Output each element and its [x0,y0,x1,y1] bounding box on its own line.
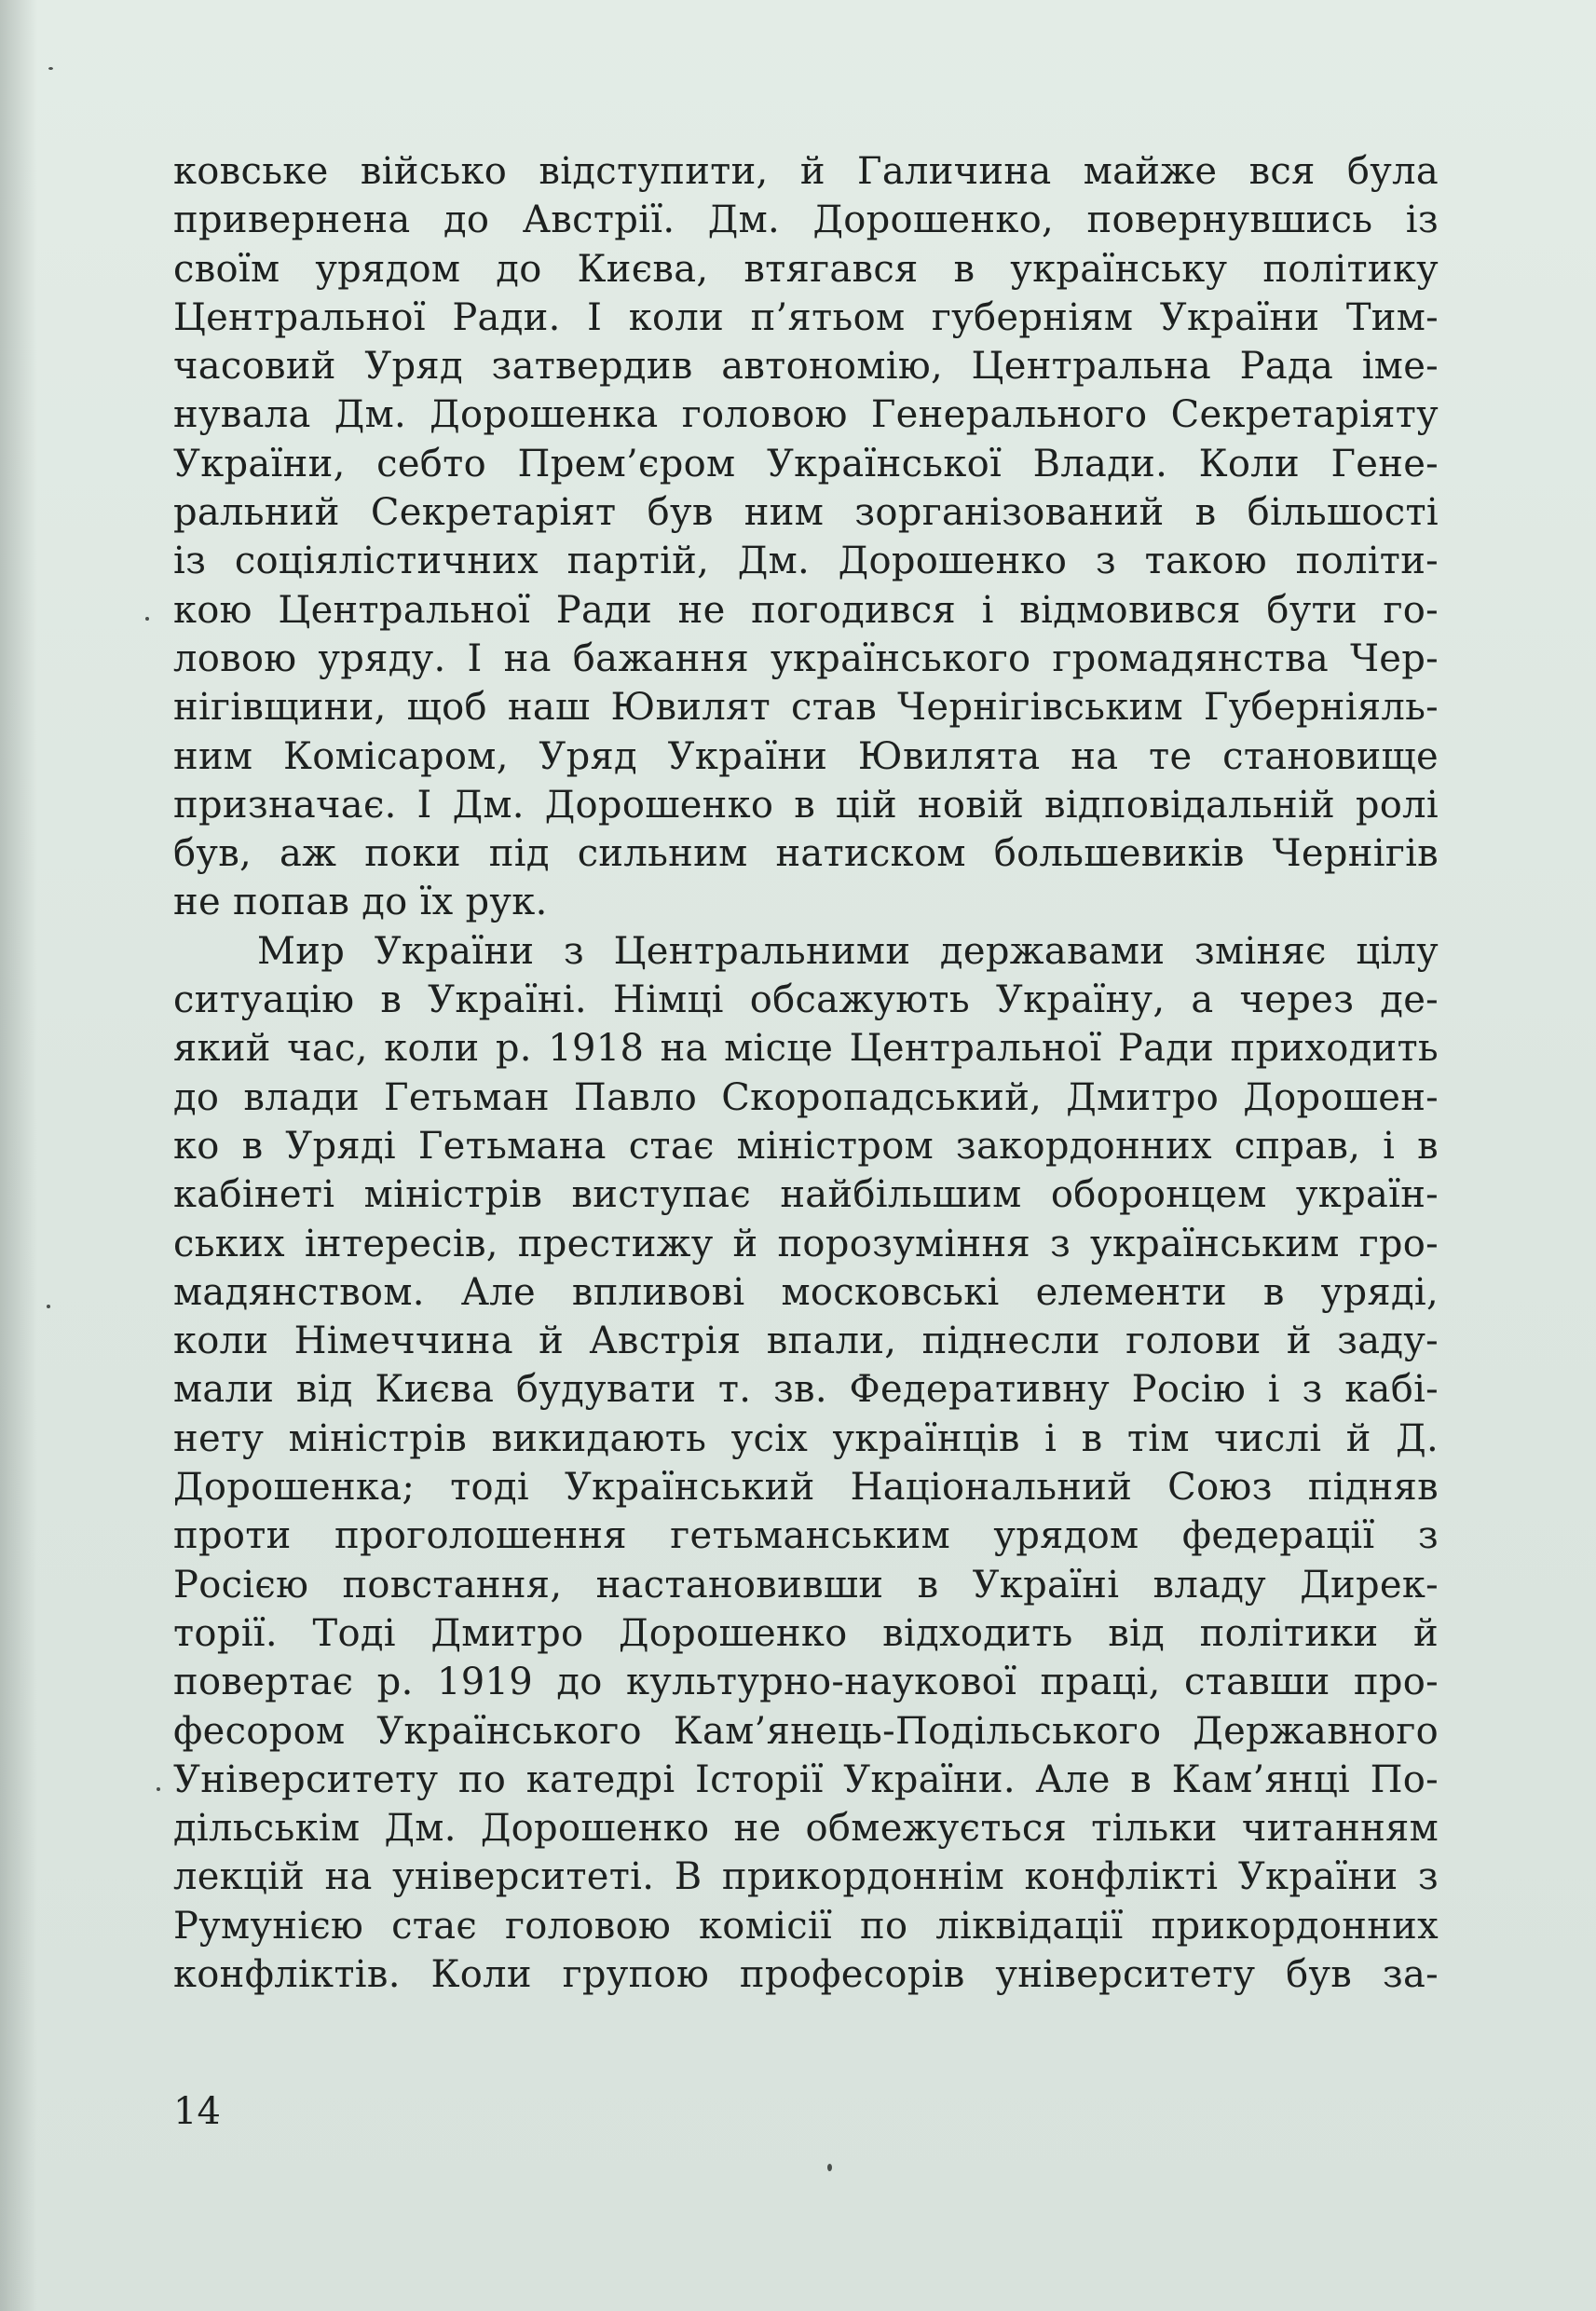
text-line: який час, коли р. 1918 на місце Центральної Ради приходить [173,1027,1439,1071]
text-line: ських інтересів, престижу й порозуміння з українським гро- [173,1222,1439,1265]
text-line: нету міністрів викидають усіх українців і в тім числі й Д. [173,1416,1439,1460]
text-line: проти проголошення гетьманським урядом федерації з [173,1514,1439,1558]
text-line: часовий Уряд затвердив автономію, Центральна Рада іме- [173,345,1439,389]
text-line: ловою уряду. І на бажання українського громадянства Чер- [173,636,1439,680]
print-speck [157,1787,160,1791]
text-line: коли Німеччина й Австрія впали, піднесли голови й заду- [173,1320,1439,1363]
text-line: України, себто Прем’єром Української Влади. Коли Гене- [173,442,1439,485]
text-line: лекцій на університеті. В прикордоннім конфлікті України з [173,1855,1439,1899]
text-line: Дорошенка; тоді Український Національний Союз підняв [173,1466,1439,1510]
text-line: ральний Секретаріят був ним зорганізований в більшості [173,491,1439,535]
print-speck [47,1305,50,1308]
text-line: ковське військо відступити, й Галичина майже вся була [173,150,1439,193]
text-line: мадянством. Але впливові московські елементи в уряді, [173,1270,1439,1314]
text-line: із соціялістичних партій, Дм. Дорошенко з такою політи- [173,540,1439,583]
text-line: привернена до Австрії. Дм. Дорошенко, повернувшись із [173,198,1439,242]
text-line: був, аж поки під сильним натиском большевиків Чернігів [173,832,1439,876]
text-line: Університету по катедрі Історії України. Але в Кам’янці По- [173,1757,1439,1801]
text-line: нувала Дм. Дорошенка головою Генерального Секретаріяту [173,393,1439,437]
text-line: призначає. І Дм. Дорошенко в цій новій відповідальній ролі [173,783,1439,827]
body-text [173,147,1439,1999]
text-line: мали від Києва будувати т. зв. Федеративну Росію і з кабі- [173,1368,1439,1412]
text-line: кою Центральної Ради не погодився і відмовився бути го- [173,588,1439,632]
text-line: повертає р. 1919 до культурно-наукової праці, ставши про- [173,1661,1439,1704]
text-line: торії. Тоді Дмитро Дорошенко відходить від політики й [173,1611,1439,1655]
text-line: нігівщини, щоб наш Ювилят став Чернігівським Губерніяль- [173,686,1439,730]
text-line: дільськім Дм. Дорошенко не обмежується тільки читанням [173,1807,1439,1851]
text-line: ним Комісаром, Уряд України Ювилята на те становище [173,734,1439,778]
print-speck [145,617,149,621]
text-line: кабінеті міністрів виступає найбільшим оборонцем україн- [173,1173,1439,1217]
text-line: Центральної Ради. І коли п’ятьом губерніям України Тим- [173,295,1439,339]
page-number: 14 [173,2090,221,2133]
text-line: Мир України з Центральними державами зміняє цілу [257,929,1439,973]
page-edge-shadow [0,0,37,2311]
text-line: конфліктів. Коли групою професорів університету був за- [173,1952,1439,1996]
print-speck [827,2164,832,2171]
text-line: своїм урядом до Києва, втягався в українську політику [173,247,1439,291]
text-line: ко в Уряді Гетьмана стає міністром закордонних справ, і в [173,1124,1439,1168]
text-line: до влади Гетьман Павло Скоропадський, Дмитро Дорошен- [173,1075,1439,1119]
text-line: Румунією стає головою комісії по ліквідації прикордонних [173,1904,1439,1948]
text-line: не попав до їх рук. [173,881,548,924]
print-speck [48,67,53,70]
text-line: Росією повстання, настановивши в Україні владу Дирек- [173,1563,1439,1607]
text-line: ситуацію в Україні. Німці обсажують Україну, а через де- [173,978,1439,1022]
text-line: фесором Українського Кам’янець-Подільського Державного [173,1709,1439,1753]
